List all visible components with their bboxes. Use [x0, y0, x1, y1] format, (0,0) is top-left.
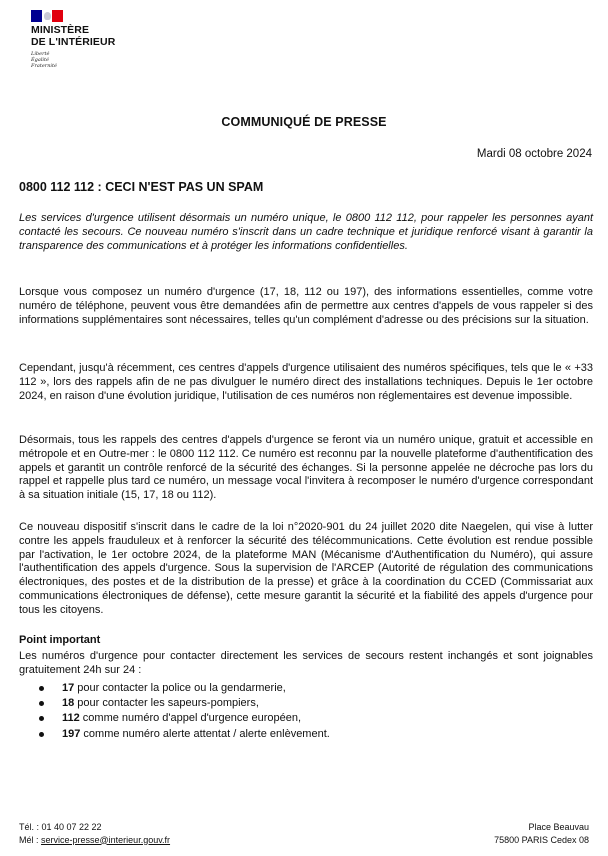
emergency-numbers-list — [62, 681, 330, 742]
footer-address-line2: 75800 PARIS Cedex 08 — [494, 834, 589, 845]
ministry-name-line1: MINISTÈRE — [31, 24, 90, 36]
body-paragraph-2: Cependant, jusqu'à récemment, ces centres d'appels d'urgence utilisaient des numéros spécifiques, tels que le « +33 112 », lors des rappels afin de ne pas divulguer le numéro direct des installations techniques. Depuis le 1er octobre 2024, en raison d'une évolution juridique, l'utilisation de ces numéros non réglementaires est devenue impossible. — [19, 362, 593, 402]
footer-mail-label: Mél : — [19, 834, 42, 845]
important-intro: Les numéros d'urgence pour contacter directement les services de secours restent inchangés et sont joignables gratuitement 24h sur 24 : — [19, 650, 593, 676]
republic-motto — [31, 51, 115, 70]
footer-contact — [19, 821, 170, 846]
motto-egalite: Égalité — [31, 57, 49, 64]
list-item — [62, 696, 330, 711]
list-item — [62, 727, 330, 742]
body-paragraph-3: Désormais, tous les rappels des centres d'appels d'urgence se feront via un numéro unique, gratuit et accessible en métropole et en Outre-mer : le 0800 112 112. Ce numéro est reconnu par la nouvelle plateforme d'authentification des appels et garantit un contrôle renforcé de la sécurité des échanges. Si la personne appelée ne décroche pas lors du rappel et rappelle plus tard ce numéro, un message vocal l'invitera à recomposer le numéro d'urgence correspondant à sa situation initiale (15, 17, 18 ou 112). — [19, 434, 593, 502]
marianne-flag-icon — [31, 10, 63, 22]
list-item — [62, 711, 330, 726]
footer-mail-link[interactable]: service-presse@interieur.gouv.fr — [41, 834, 171, 845]
motto-fraternite: Fraternité — [31, 63, 57, 70]
emergency-number-description: pour contacter la police ou la gendarmerie, — [74, 682, 286, 694]
ministry-name-line2: DE L'INTÉRIEUR — [31, 35, 116, 48]
emergency-number: 18 — [62, 697, 75, 710]
list-item — [62, 681, 330, 696]
ministry-logo — [31, 10, 115, 70]
motto-liberte: Liberté — [31, 51, 50, 57]
document-title: COMMUNIQUÉ DE PRESSE — [221, 115, 387, 129]
emergency-number-description: comme numéro d'appel d'urgence européen, — [79, 712, 302, 725]
publication-date: Mardi 08 octobre 2024 — [476, 148, 592, 160]
footer-mail-line — [19, 834, 170, 847]
emergency-number: 197 — [62, 727, 81, 740]
lead-paragraph: Les services d'urgence utilisent désormais un numéro unique, le 0800 112 112, pour rappeler les personnes ayant contacté les secours. Ce nouveau numéro s'inscrit dans un cadre technique et juridique renforcé visant à garantir la transparence des communications et à protéger les informations confidentielles. — [19, 212, 593, 252]
footer-address — [494, 821, 589, 846]
emergency-number: 112 — [62, 712, 80, 725]
emergency-number: 17 — [62, 682, 75, 694]
footer-phone: Tél. : 01 40 07 22 22 — [19, 822, 102, 832]
emergency-number-description: pour contacter les sapeurs-pompiers, — [74, 697, 259, 710]
ministry-name — [31, 25, 115, 48]
body-paragraph-4: Ce nouveau dispositif s'inscrit dans le cadre de la loi n°2020-901 du 24 juillet 2020 dite Naegelen, qui vise à lutter contre les appels frauduleux et à renforcer la sécurité des télécommunications. Cette évolution est rendue possible par l'activation, le 1er octobre 2024, de la plateforme MAN (Mécanisme d'Authentification du Numéro), qui assure l'authentification des appels d'urgence. Sous la supervision de l'ARCEP (Autorité de régulation des communications électroniques, des postes et de la distribution de la presse) et grâce à la coordination du CCED (Commissariat aux communications électroniques de défense), cette mesure garantit la sécurité et la fiabilité des appels d'urgence pour tous les citoyens. — [19, 521, 593, 616]
press-headline: 0800 112 112 : CECI N'EST PAS UN SPAM — [19, 180, 264, 194]
footer-address-line1: Place Beauvau — [528, 822, 589, 832]
body-paragraph-1: Lorsque vous composez un numéro d'urgence (17, 18, 112 ou 197), des informations essentielles, comme votre numéro de téléphone, peuvent vous être demandées afin de permettre aux centres d'appels de vous rappeler si des informations supplémentaires sont nécessaires, telles qu'un complément d'adresse ou des précisions sur la situation. — [19, 286, 593, 326]
important-heading: Point important — [19, 634, 101, 646]
emergency-number-description: comme numéro alerte attentat / alerte enlèvement. — [80, 727, 330, 740]
